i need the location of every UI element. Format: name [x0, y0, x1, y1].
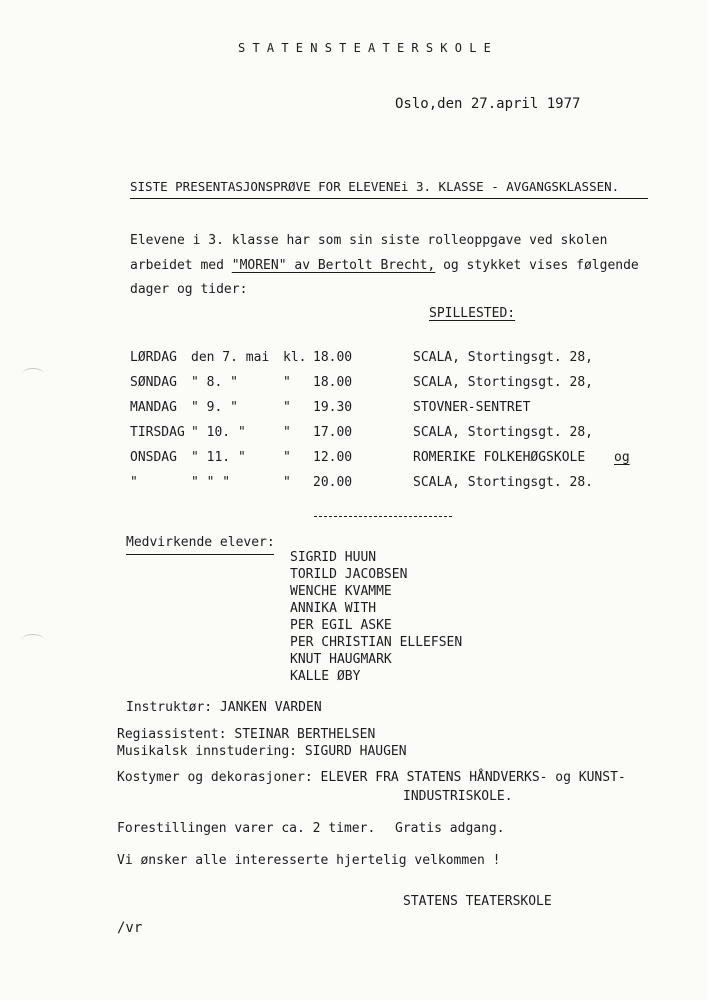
music-credit: Musikalsk innstudering: SIGURD HAUGEN [117, 744, 407, 759]
schedule-venue: STOVNER-SENTRET [413, 400, 531, 415]
schedule-time: 17.00 [313, 425, 353, 440]
schedule-venue: SCALA, Stortingsgt. 28. [413, 475, 594, 490]
schedule-day: LØRDAG [130, 350, 177, 365]
schedule-venue: ROMERIKE FOLKEHØGSKOLE [413, 450, 586, 465]
schedule-date: " 8. " [191, 375, 238, 390]
participant-name: WENCHE KVAMME [290, 584, 392, 599]
punch-hole-mark-top [22, 368, 44, 379]
play-title: "MOREN" av Bertolt Brecht, [231, 258, 436, 273]
section-divider [314, 516, 452, 517]
document-title: SISTE PRESENTASJONSPRØVE FOR ELEVENEi 3. KLASSE - AVGANGSKLASSEN. [130, 179, 620, 194]
participant-name: TORILD JACOBSEN [290, 567, 408, 582]
schedule-venue: SCALA, Stortingsgt. 28, [413, 350, 594, 365]
typist-initials: /vr [117, 920, 143, 936]
schedule-day: MANDAG [130, 400, 177, 415]
intro-line-2-end: og stykket vises følgende [443, 258, 639, 273]
participants-label: Medvirkende elever: [126, 535, 275, 550]
admission-note: Gratis adgang. [395, 821, 505, 836]
schedule-date: " 10. " [191, 425, 246, 440]
letterhead: S T A T E N S T E A T E R S K O L E [238, 41, 491, 55]
schedule-date: " " " [191, 475, 231, 490]
intro-line-2 [130, 258, 639, 274]
schedule-day: TIRSDAG [130, 425, 185, 440]
schedule-kl: kl. [283, 350, 307, 365]
participant-name: ANNIKA WITH [290, 601, 377, 616]
intro-line-3: dager og tider: [130, 282, 248, 297]
schedule-kl: " [283, 375, 291, 390]
schedule-date: " 11. " [191, 450, 246, 465]
signature: STATENS TEATERSKOLE [403, 894, 552, 909]
schedule-day: SØNDAG [130, 375, 177, 390]
schedule-date: den 7. mai [191, 350, 270, 365]
instructor-credit: Instruktør: JANKEN VARDEN [126, 700, 322, 715]
participants-label-underline [126, 554, 274, 555]
schedule-kl: " [283, 400, 291, 415]
participant-name: PER EGIL ASKE [290, 618, 392, 633]
schedule-kl: " [283, 425, 291, 440]
schedule-time: 18.00 [313, 375, 353, 390]
assistant-credit: Regiassistent: STEINAR BERTHELSEN [117, 727, 376, 742]
participant-name: KNUT HAUGMARK [290, 652, 392, 667]
schedule-og: og [614, 450, 630, 465]
participant-name: PER CHRISTIAN ELLEFSEN [290, 635, 463, 650]
schedule-time: 19.30 [313, 400, 353, 415]
schedule-venue: SCALA, Stortingsgt. 28, [413, 425, 594, 440]
costumes-credit-line-1: Kostymer og dekorasjoner: ELEVER FRA STATENS HÅNDVERKS- og KUNST- [117, 770, 626, 785]
schedule-kl: " [283, 475, 291, 490]
venue-column-header: SPILLESTED: [429, 306, 516, 321]
participant-name: KALLE ØBY [290, 669, 361, 684]
schedule-day: ONSDAG [130, 450, 177, 465]
schedule-kl: " [283, 450, 291, 465]
schedule-time: 18.00 [313, 350, 353, 365]
participant-name: SIGRID HUUN [290, 550, 377, 565]
punch-hole-mark-bottom [22, 634, 44, 645]
intro-line-1: Elevene i 3. klasse har som sin siste rolleoppgave ved skolen [130, 233, 608, 248]
duration-note: Forestillingen varer ca. 2 timer. [117, 821, 376, 836]
schedule-date: " 9. " [191, 400, 238, 415]
schedule-venue: SCALA, Stortingsgt. 28, [413, 375, 594, 390]
intro-line-2-start: arbeidet med [130, 258, 224, 273]
place-and-date: Oslo,den 27.april 1977 [395, 96, 581, 112]
schedule-day: " [130, 475, 138, 490]
title-underline [130, 198, 648, 199]
schedule-time: 12.00 [313, 450, 353, 465]
welcome-line: Vi ønsker alle interesserte hjertelig velkommen ! [117, 853, 501, 868]
schedule-time: 20.00 [313, 475, 353, 490]
costumes-credit-line-2: INDUSTRISKOLE. [403, 789, 513, 804]
